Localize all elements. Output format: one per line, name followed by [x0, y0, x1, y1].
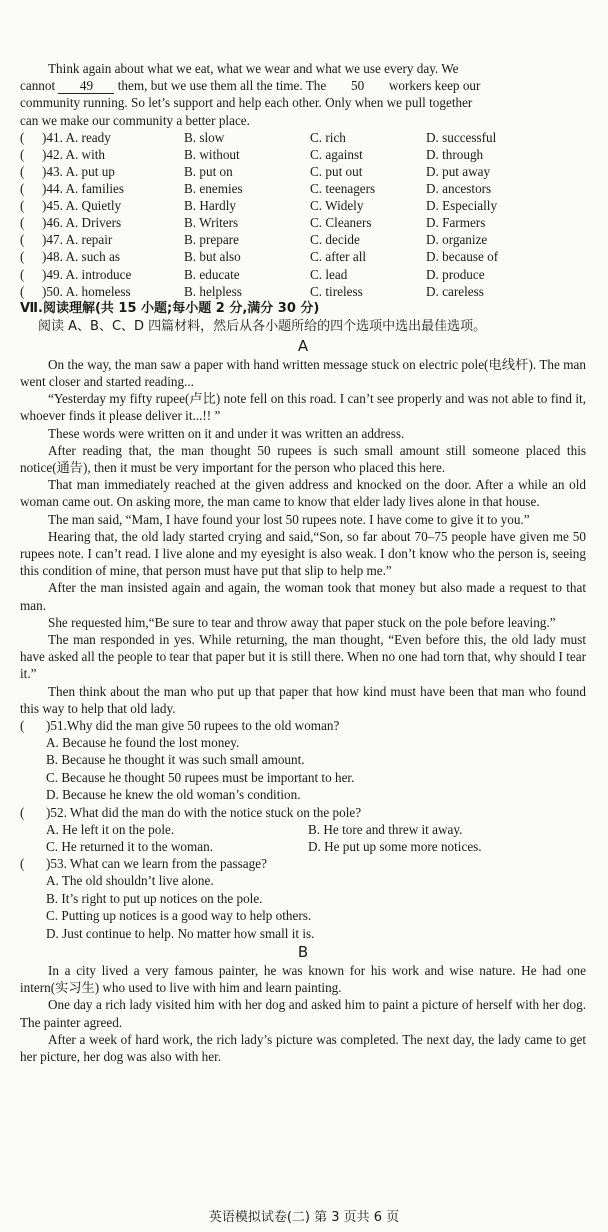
- section-instruction: 阅读 A、B、C、D 四篇材料，然后从各小题所给的四个选项中选出最佳选项。: [38, 318, 487, 334]
- answer-paren[interactable]: (: [20, 804, 25, 820]
- option-b: B. slow: [184, 129, 225, 145]
- option-c: C. decide: [310, 232, 360, 248]
- option-c: C. teenagers: [310, 181, 376, 197]
- option-d: D. Especially: [426, 198, 498, 214]
- option-c: C. tireless: [310, 283, 363, 299]
- page-footer: 英语模拟试卷(二) 第 3 页共 6 页: [208, 1210, 400, 1225]
- option-a: )42. A. with: [42, 146, 106, 162]
- option-d: D. produce: [426, 266, 485, 282]
- question-stem: )53. What can we learn from the passage?: [46, 856, 267, 872]
- question-stem: )52. What did the man do with the notice stuck on the pole?: [46, 804, 362, 820]
- question-52: [20, 804, 586, 856]
- passage-a-paragraph: These words were written on it and under it was written an address.: [48, 425, 405, 441]
- option-row-42: [20, 146, 586, 163]
- passage-a-paragraph: Hearing that, the old lady started crying and said,“Son, so far about 70–75 people have given me 50 rupees note. I can’t read. I live alone and my eyesight is also weak. I don’t know who the person is, seeing this condition of mine, that person must have put that slip to help me.”: [20, 528, 586, 579]
- option-row-45: [20, 197, 586, 214]
- cloze-line-2: [20, 77, 586, 94]
- passage-a-paragraph: “Yesterday my fifty rupee(卢比) note fell on this road. I can’t see properly and was not able to find it, whoever finds it please deliver it...!! ”: [20, 391, 586, 424]
- passage-a-paragraph: On the way, the man saw a paper with hand written message stuck on electric pole(电线杆). The man went closer and started reading...: [20, 356, 586, 389]
- choice-b: B. It’s right to put up notices on the pole.: [46, 890, 263, 906]
- choice-c: C. He returned it to the woman.: [46, 839, 214, 855]
- passage-a-paragraph: She requested him,“Be sure to tear and throw away that paper stuck on the pole before leaving.”: [48, 614, 556, 630]
- answer-paren[interactable]: (: [20, 129, 25, 145]
- option-d: D. organize: [426, 232, 488, 248]
- cloze-line-4: can we make our community a better place.: [20, 112, 250, 128]
- answer-paren[interactable]: (: [20, 146, 25, 162]
- option-a: )45. A. Quietly: [42, 198, 122, 214]
- option-b: B. educate: [184, 266, 240, 282]
- question-53: [20, 855, 586, 942]
- option-a: )43. A. put up: [42, 164, 115, 179]
- option-c: C. Widely: [310, 198, 364, 214]
- choice-b: B. Because he thought it was such small amount.: [46, 752, 305, 768]
- option-b: B. without: [184, 146, 240, 162]
- option-c: C. after all: [310, 249, 367, 265]
- cloze-text: workers keep our: [388, 78, 481, 94]
- passage-a-paragraph: After reading that, the man thought 50 rupees is such small amount still someone placed this notice(通告), then it must be very important for the person who placed this here.: [20, 442, 586, 475]
- option-c: C. against: [310, 146, 363, 162]
- option-a: )44. A. families: [42, 181, 125, 197]
- passage-a-paragraph: The man responded in yes. While returning, the man thought, “Even before this, the old lady must have asked all the people to tear that paper but it is still there. When no one had torn that, why should I tear it.”: [20, 632, 586, 682]
- option-row-41: [20, 129, 586, 146]
- option-b: B. Hardly: [184, 198, 237, 214]
- option-row-44: [20, 180, 586, 197]
- passage-b-paragraph: In a city lived a very famous painter, he was known for his work and wise nature. He had one intern(实习生) who used to live with him and learn painting.: [20, 963, 586, 996]
- cloze-text: cannot: [20, 78, 56, 94]
- answer-paren[interactable]: (: [20, 718, 25, 734]
- answer-paren[interactable]: (: [20, 266, 25, 282]
- option-row-49: [20, 266, 586, 283]
- passage-b-paragraph: One day a rich lady visited him with her dog and asked him to paint a picture of herself with her dog. The painter agreed.: [20, 997, 586, 1030]
- answer-paren[interactable]: (: [20, 283, 25, 299]
- passage-a-letter: A: [297, 336, 309, 355]
- option-a: )41. A. ready: [42, 129, 111, 145]
- option-d: D. because of: [426, 249, 499, 265]
- option-d: D. careless: [426, 283, 484, 299]
- option-c: C. put out: [310, 164, 363, 179]
- choice-c: C. Because he thought 50 rupees must be important to her.: [46, 769, 355, 785]
- choice-a: A. He left it on the pole.: [46, 821, 175, 837]
- option-d: D. successful: [426, 129, 497, 145]
- option-a: )48. A. such as: [42, 249, 121, 265]
- passage-a-paragraph: That man immediately reached at the given address and knocked on the door. After a while an old woman came out. On asking more, the man came to know that elder lady lives alone in that house.: [20, 477, 586, 510]
- passage-a-paragraph: After the man insisted again and again, the woman took that money but also made a request to that man.: [20, 580, 586, 613]
- choice-d: D. Because he knew the old woman’s condition.: [46, 787, 301, 803]
- option-row-43: [20, 163, 586, 180]
- cloze-line-1: Think again about what we eat, what we wear and what we use every day. We: [48, 61, 459, 76]
- passage-b-paragraph: After a week of hard work, the rich lady’s picture was completed. The next day, the lady came to get her picture, her dog was also with her.: [20, 1031, 586, 1065]
- option-c: C. Cleaners: [310, 215, 372, 231]
- choice-a: A. The old shouldn’t live alone.: [46, 873, 214, 889]
- question-stem: )51.Why did the man give 50 rupees to the old woman?: [46, 718, 340, 734]
- option-b: B. helpless: [184, 283, 242, 299]
- answer-paren[interactable]: (: [20, 215, 25, 231]
- option-a: )49. A. introduce: [42, 266, 132, 282]
- answer-paren[interactable]: (: [20, 856, 25, 872]
- option-d: D. put away: [426, 164, 491, 179]
- answer-paren[interactable]: (: [20, 232, 25, 248]
- option-b: B. Writers: [184, 215, 239, 231]
- option-a: )47. A. repair: [42, 232, 113, 248]
- option-a: )50. A. homeless: [42, 283, 131, 299]
- choice-b: B. He tore and threw it away.: [308, 821, 463, 837]
- exam-page: [20, 60, 586, 1065]
- passage-b-letter: B: [297, 943, 309, 962]
- option-d: D. Farmers: [426, 215, 486, 231]
- blank-49: 49: [58, 79, 114, 94]
- cloze-options: [20, 129, 586, 300]
- choice-d: D. Just continue to help. No matter how small it is.: [46, 925, 315, 941]
- choice-d: D. He put up some more notices.: [308, 839, 482, 855]
- option-row-47: [20, 231, 586, 248]
- option-b: B. put on: [184, 164, 233, 179]
- option-b: B. but also: [184, 249, 241, 265]
- choice-c: C. Putting up notices is a good way to help others.: [46, 908, 312, 924]
- option-row-46: [20, 214, 586, 231]
- choice-a: A. Because he found the lost money.: [46, 735, 240, 751]
- option-a: )46. A. Drivers: [42, 215, 122, 231]
- cloze-line-3: community running. So let’s support and help each other. Only when we pull together: [20, 95, 473, 111]
- option-d: D. ancestors: [426, 181, 492, 197]
- answer-paren[interactable]: (: [20, 164, 25, 179]
- option-d: D. through: [426, 146, 484, 162]
- option-b: B. prepare: [184, 232, 239, 248]
- option-c: C. rich: [310, 129, 346, 145]
- option-b: B. enemies: [184, 181, 243, 197]
- section-heading: Ⅶ.阅读理解(共 15 小题;每小题 2 分,满分 30 分): [20, 300, 320, 316]
- answer-paren[interactable]: (: [20, 198, 25, 214]
- question-51: [20, 717, 586, 804]
- blank-50: 50: [350, 78, 365, 94]
- answer-paren[interactable]: (: [20, 181, 25, 197]
- cloze-text: them, but we use them all the time. The: [117, 78, 327, 94]
- option-c: C. lead: [310, 266, 348, 282]
- passage-a-paragraph: Then think about the man who put up that paper that how kind must have been that man who found this way to help that old lady.: [20, 683, 586, 716]
- option-row-48: [20, 248, 586, 265]
- answer-paren[interactable]: (: [20, 249, 25, 265]
- option-row-50: [20, 283, 586, 300]
- passage-a-paragraph: The man said, “Mam, I have found your lost 50 rupees note. I have come to give it to you.”: [48, 511, 530, 527]
